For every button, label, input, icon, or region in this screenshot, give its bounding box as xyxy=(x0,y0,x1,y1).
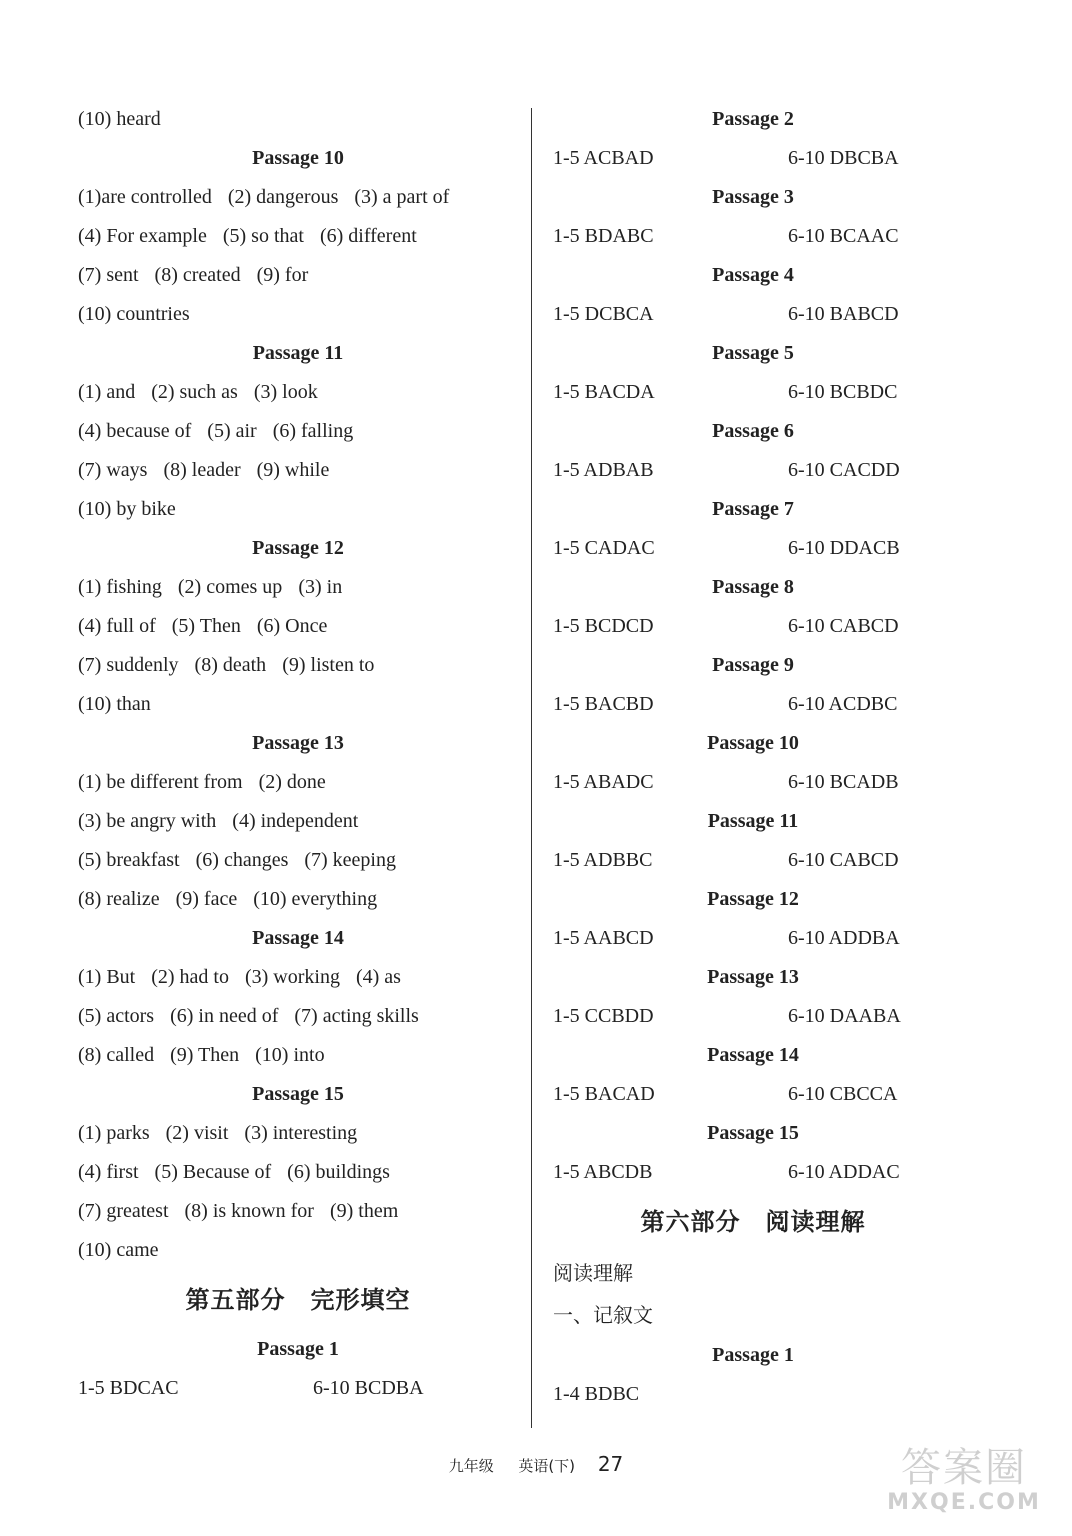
passage-title: Passage 13 xyxy=(707,966,799,988)
answer-item: (10) into xyxy=(255,1044,325,1066)
answer-item: (3) interesting xyxy=(244,1122,358,1144)
answer-group-1-5: 1-5 ADBAB xyxy=(553,459,654,481)
answer-line xyxy=(78,646,518,685)
answer-group-6-10: 6-10 BABCD xyxy=(788,303,899,325)
answer-line xyxy=(78,1231,518,1270)
answer-item: (9) while xyxy=(256,459,330,481)
answer-line xyxy=(78,568,518,607)
answer-item: (1)are controlled xyxy=(78,186,212,208)
watermark-logo: 答案圈 xyxy=(901,1445,1027,1491)
answer-item: (8) is known for xyxy=(184,1200,314,1222)
answer-line xyxy=(78,295,518,334)
answer-line xyxy=(78,256,518,295)
answer-row xyxy=(553,139,953,178)
answer-row xyxy=(78,1369,518,1408)
subheading: 阅读理解 xyxy=(553,1261,633,1285)
answer-item: (7) keeping xyxy=(304,849,396,871)
answer-row xyxy=(553,529,953,568)
answer-item: (2) comes up xyxy=(177,576,283,598)
answer-item: (1) parks xyxy=(78,1122,150,1144)
answer-group-1-5: 1-5 BACBD xyxy=(553,693,654,715)
answer-item: (5) Then xyxy=(171,615,241,637)
passage-title: Passage 13 xyxy=(252,732,344,754)
passage-title: Passage 4 xyxy=(712,264,794,286)
answer-group-1-5: 1-5 ABADC xyxy=(553,771,654,793)
answer-row xyxy=(553,763,953,802)
answer-item: (6) buildings xyxy=(287,1161,390,1183)
answer-item: (9) for xyxy=(256,264,309,286)
answer-line xyxy=(78,958,518,997)
passage-title: Passage 12 xyxy=(252,537,344,559)
answer-item: (2) had to xyxy=(151,966,229,988)
answer-item: (4) independent xyxy=(232,810,359,832)
footer-subject: 英语(下) xyxy=(518,1457,576,1475)
subheading: 一、记叙文 xyxy=(553,1303,653,1327)
answer-item: (10) came xyxy=(78,1239,159,1261)
answer-item: (2) such as xyxy=(151,381,238,403)
answer-item: (2) done xyxy=(258,771,326,793)
answer-line xyxy=(553,1375,953,1414)
answer-group-1-5: 1-5 DCBCA xyxy=(553,303,654,325)
passage-title: Passage 1 xyxy=(712,1344,794,1366)
answer-row xyxy=(553,451,953,490)
answer-group-6-10: 6-10 DBCBA xyxy=(788,147,899,169)
left-column xyxy=(78,100,518,1408)
answer-item: (4) as xyxy=(355,966,401,988)
footer-grade: 九年级 xyxy=(448,1457,494,1475)
answer-item: (6) changes xyxy=(195,849,289,871)
passage-title: Passage 2 xyxy=(712,108,794,130)
answer-group-1-5: 1-5 AABCD xyxy=(553,927,654,949)
passage-title: Passage 10 xyxy=(707,732,799,754)
answer-item: (9) them xyxy=(329,1200,399,1222)
passage-title: Passage 5 xyxy=(712,342,794,364)
passage-title: Passage 15 xyxy=(252,1083,344,1105)
answer-line xyxy=(78,217,518,256)
answer-row xyxy=(553,373,953,412)
answer-item: (8) called xyxy=(78,1044,155,1066)
answer-group-6-10: 6-10 BCAAC xyxy=(788,225,899,247)
answer-line xyxy=(78,763,518,802)
watermark-url: MXQE.COM xyxy=(887,1490,1041,1515)
answer-item: (1) be different from xyxy=(78,771,243,793)
answer-group-6-10: 6-10 BCDBA xyxy=(313,1377,424,1399)
answer-item: (5) breakfast xyxy=(78,849,180,871)
answer-item: (9) listen to xyxy=(282,654,375,676)
answer-line xyxy=(78,490,518,529)
answer-item: (5) Because of xyxy=(154,1161,272,1183)
answer-item: (3) be angry with xyxy=(78,810,217,832)
answer-item: (4) full of xyxy=(78,615,156,637)
answer-line xyxy=(78,880,518,919)
answer-item: (8) realize xyxy=(78,888,160,910)
column-divider xyxy=(531,108,532,1428)
passage-title: Passage 10 xyxy=(252,147,344,169)
answer-item: (4) For example xyxy=(78,225,207,247)
answer-group-6-10: 6-10 DAABA xyxy=(788,1005,901,1027)
answer-item: (9) face xyxy=(175,888,238,910)
answer-item: (3) in xyxy=(298,576,343,598)
answer-item: (6) Once xyxy=(256,615,328,637)
passage-title: Passage 8 xyxy=(712,576,794,598)
answer-group-1-5: 1-5 CCBDD xyxy=(553,1005,654,1027)
section-heading: 第五部分 完形填空 xyxy=(185,1286,411,1314)
answer-line xyxy=(78,802,518,841)
answer-item: (10) everything xyxy=(253,888,378,910)
answer-group-6-10: 6-10 ADDAC xyxy=(788,1161,900,1183)
answer-group-6-10: 6-10 BCADB xyxy=(788,771,899,793)
answer-item: (5) air xyxy=(207,420,257,442)
answer-row xyxy=(553,217,953,256)
answer-group-1-5: 1-5 ADBBC xyxy=(553,849,653,871)
answer-item: (10) heard xyxy=(78,108,161,130)
answer-group-6-10: 6-10 CABCD xyxy=(788,615,899,637)
answer-row xyxy=(553,919,953,958)
passage-title: Passage 11 xyxy=(707,810,799,832)
passage-title: Passage 3 xyxy=(712,186,794,208)
answer-item: (7) suddenly xyxy=(78,654,179,676)
section-heading: 第六部分 阅读理解 xyxy=(640,1208,866,1236)
answer-row xyxy=(553,1153,953,1192)
answer-line xyxy=(78,841,518,880)
answer-item: (3) working xyxy=(244,966,340,988)
answer-item: (6) different xyxy=(319,225,417,247)
answer-item: (6) falling xyxy=(272,420,354,442)
answer-line xyxy=(78,607,518,646)
answer-item: (4) because of xyxy=(78,420,192,442)
answer-row xyxy=(553,607,953,646)
right-column xyxy=(553,100,953,1414)
answer-row xyxy=(553,997,953,1036)
page-number: 27 xyxy=(597,1452,624,1476)
answer-item: (7) acting skills xyxy=(294,1005,419,1027)
answer-line xyxy=(78,100,518,139)
answer-line xyxy=(78,373,518,412)
answer-item: (6) in need of xyxy=(170,1005,279,1027)
answer-line xyxy=(78,178,518,217)
passage-title: Passage 9 xyxy=(712,654,794,676)
passage-title: Passage 11 xyxy=(252,342,344,364)
answer-item: (7) greatest xyxy=(78,1200,169,1222)
answer-group-6-10: 6-10 DDACB xyxy=(788,537,900,559)
answer-line xyxy=(78,412,518,451)
answer-group-1-5: 1-5 BDCAC xyxy=(78,1377,179,1399)
answer-group-1-5: 1-5 ACBAD xyxy=(553,147,654,169)
answer-line xyxy=(78,1192,518,1231)
answer-item: 1-4 BDBC xyxy=(553,1383,640,1405)
passage-title: Passage 1 xyxy=(257,1338,339,1360)
passage-title: Passage 7 xyxy=(712,498,794,520)
answer-item: (7) sent xyxy=(78,264,139,286)
answer-group-6-10: 6-10 CACDD xyxy=(788,459,900,481)
answer-row xyxy=(553,295,953,334)
answer-group-6-10: 6-10 CBCCA xyxy=(788,1083,898,1105)
answer-group-1-5: 1-5 ABCDB xyxy=(553,1161,653,1183)
answer-item: (8) created xyxy=(154,264,241,286)
answer-line xyxy=(78,1153,518,1192)
answer-item: (1) and xyxy=(78,381,136,403)
passage-title: Passage 14 xyxy=(707,1044,799,1066)
answer-line xyxy=(78,997,518,1036)
answer-group-1-5: 1-5 BACAD xyxy=(553,1083,655,1105)
answer-item: (7) ways xyxy=(78,459,148,481)
passage-title: Passage 6 xyxy=(712,420,794,442)
answer-item: (10) countries xyxy=(78,303,190,325)
answer-item: (3) look xyxy=(253,381,318,403)
answer-group-1-5: 1-5 CADAC xyxy=(553,537,655,559)
answer-item: (1) But xyxy=(78,966,136,988)
answer-line xyxy=(78,1114,518,1153)
answer-item: (10) by bike xyxy=(78,498,176,520)
answer-item: (8) leader xyxy=(163,459,241,481)
answer-group-1-5: 1-5 BDABC xyxy=(553,225,654,247)
answer-item: (9) Then xyxy=(170,1044,240,1066)
answer-item: (5) actors xyxy=(78,1005,155,1027)
answer-line xyxy=(78,451,518,490)
answer-item: (5) so that xyxy=(222,225,304,247)
answer-group-6-10: 6-10 ACDBC xyxy=(788,693,898,715)
passage-title: Passage 12 xyxy=(707,888,799,910)
answer-item: (4) first xyxy=(78,1161,139,1183)
answer-row xyxy=(553,1075,953,1114)
answer-group-6-10: 6-10 ADDBA xyxy=(788,927,900,949)
answer-group-1-5: 1-5 BACDA xyxy=(553,381,655,403)
answer-item: (3) a part of xyxy=(354,186,450,208)
passage-title: Passage 14 xyxy=(252,927,344,949)
watermark xyxy=(874,1446,1054,1526)
answer-line xyxy=(78,685,518,724)
answer-group-6-10: 6-10 BCBDC xyxy=(788,381,898,403)
answer-group-1-5: 1-5 BCDCD xyxy=(553,615,654,637)
answer-group-6-10: 6-10 CABCD xyxy=(788,849,899,871)
answer-item: (8) death xyxy=(194,654,267,676)
answer-line xyxy=(78,1036,518,1075)
answer-row xyxy=(553,685,953,724)
answer-item: (2) dangerous xyxy=(227,186,339,208)
answer-item: (1) fishing xyxy=(78,576,162,598)
answer-item: (2) visit xyxy=(165,1122,229,1144)
answer-item: (10) than xyxy=(78,693,151,715)
answer-row xyxy=(553,841,953,880)
passage-title: Passage 15 xyxy=(707,1122,799,1144)
